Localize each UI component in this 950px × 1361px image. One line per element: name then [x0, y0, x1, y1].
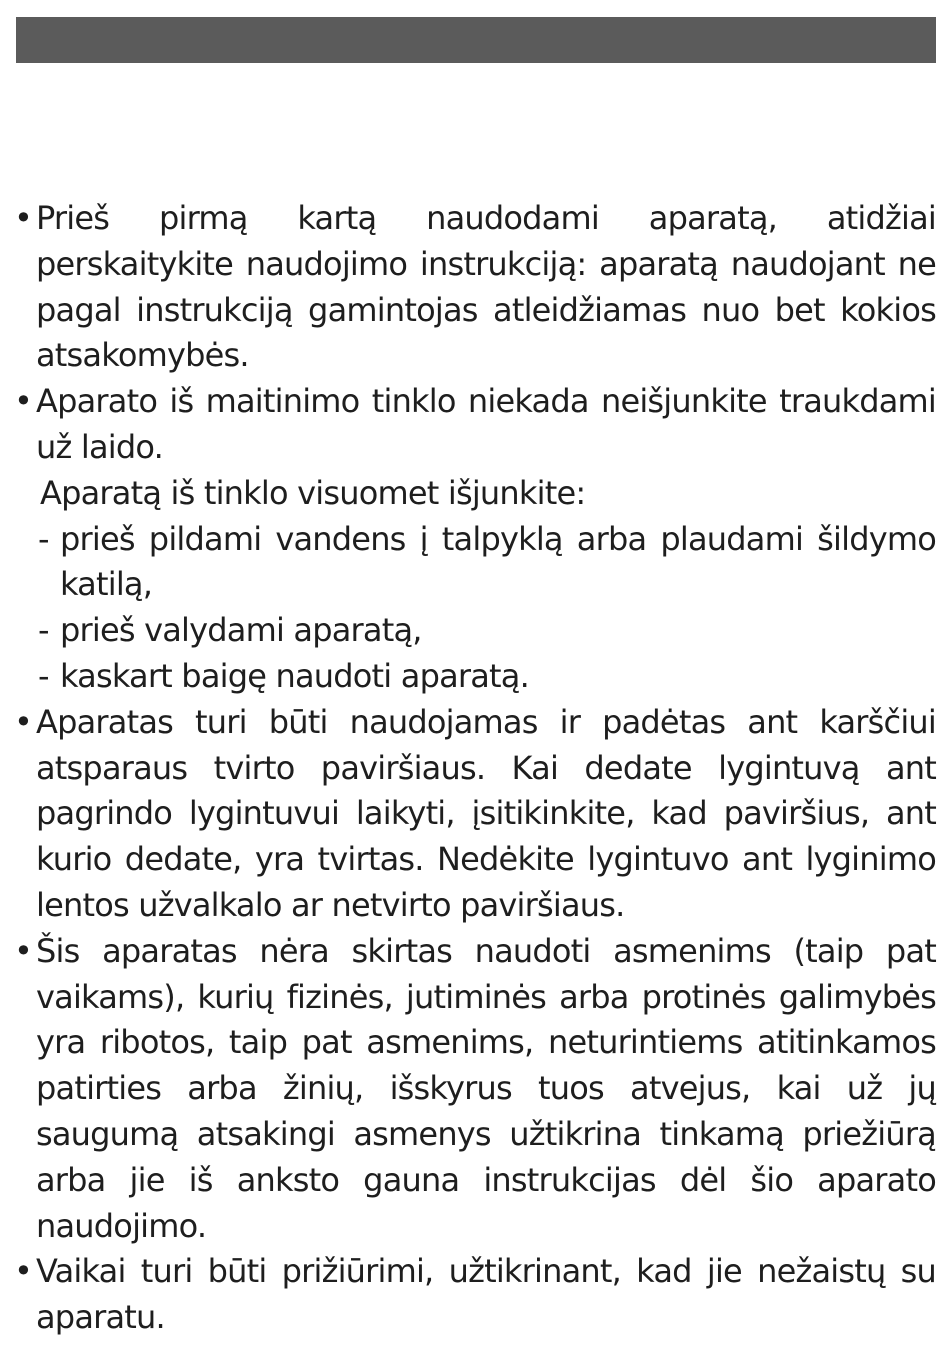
- list-item: [14, 929, 936, 1250]
- sub-list-item: [14, 608, 936, 654]
- dash-marker: -: [38, 519, 49, 558]
- list-item-text: Vaikai turi būti prižiūrimi, užtikrinant, kad jie nežaistų su aparatu.: [36, 1252, 936, 1337]
- bullet-marker: •: [14, 931, 33, 970]
- list-item-text: Šis aparatas nėra skirtas naudoti asmenims (taip pat vaikams), kurių fizinės, jutiminės arba protinės galimybės yra ribotos, taip pat asmenims, neturintiems atitinkamos patirties arba žinių, išskyrus tuos atvejus, kai už jų saugumą atsakingi asmenys užtikrina tinkamą priežiūrą arba jie iš anksto gauna instrukcijas dėl šio aparato naudojimo.: [36, 931, 936, 1245]
- bullet-marker: •: [14, 382, 33, 421]
- bullet-marker: •: [14, 199, 33, 237]
- list-item: [14, 700, 936, 929]
- bullet-marker: •: [14, 1252, 33, 1291]
- sub-list-intro: Aparatą iš tinklo visuomet išjunkite:: [40, 473, 586, 512]
- sub-list-item-text: kaskart baigę naudoti aparatą.: [60, 656, 529, 695]
- dash-marker: -: [38, 611, 49, 650]
- list-item-text: Aparato iš maitinimo tinklo niekada neišjunkite traukdami už laido.: [36, 382, 936, 466]
- list-item: [14, 1249, 936, 1341]
- bullet-marker: •: [14, 702, 33, 741]
- list-item: [14, 379, 936, 471]
- dash-marker: -: [38, 656, 49, 695]
- sub-list-item-text: prieš pildami vandens į talpyklą arba plaudami šildymo katilą,: [60, 519, 936, 604]
- sub-list-item: [14, 517, 936, 609]
- header-bar: [16, 17, 936, 63]
- list-item: [14, 196, 936, 379]
- list-item-text: Prieš pirmą kartą naudodami aparatą, atidžiai perskaitykite naudojimo instrukciją: aparatą naudojant ne pagal instrukciją gamintojas atleidžiamas nuo bet kokios atsakomybės.: [36, 199, 936, 375]
- list-item-text: Aparatas turi būti naudojamas ir padėtas ant karščiui atsparaus tvirto paviršiaus. Kai dedate lygintuvą ant pagrindo lygintuvui laikyti, įsitikinkite, kad paviršius, ant kurio dedate, yra tvirtas. Nedėkite lygintuvo ant lyginimo lentos užvalkalo ar netvirto paviršiaus.: [36, 702, 936, 924]
- sub-list-item-text: prieš valydami aparatą,: [60, 611, 422, 650]
- sub-list-item: [14, 654, 936, 700]
- safety-instructions: [14, 196, 936, 1341]
